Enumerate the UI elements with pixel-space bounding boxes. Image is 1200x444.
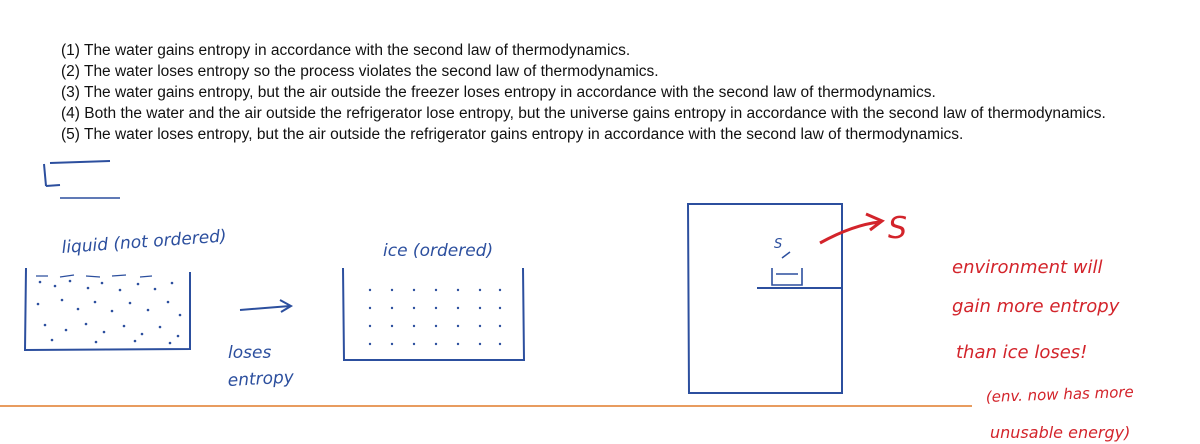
big-s-label: S <box>888 211 908 246</box>
liquid-label: liquid (not ordered) <box>60 226 228 258</box>
note-unusable-energy: unusable energy) <box>990 423 1131 442</box>
answer-option-5: (5) The water loses entropy, but the air outside the refrigerator gains entropy in accordance with the second law of thermodynamics. <box>61 126 964 143</box>
small-s-arrow <box>782 252 790 258</box>
note-env-now-has-more: (env. now has more <box>985 382 1135 406</box>
entropy-out-arrow <box>820 214 882 243</box>
entropy-label: entropy <box>227 367 295 391</box>
freezer-box <box>688 204 842 393</box>
ice-lattice-dots <box>369 289 501 345</box>
answer-5-selection-box <box>44 161 110 186</box>
answer-option-2: (2) The water loses entropy so the process violates the second law of thermodynamics. <box>61 63 659 80</box>
answer-option-3: (3) The water gains entropy, but the air outside the freezer loses entropy in accordance with the second law of thermodynamics. <box>61 84 936 101</box>
answer-option-4: (4) Both the water and the air outside the refrigerator lose entropy, but the universe gains entropy in accordance with the second law of thermodynamics. <box>61 105 1106 122</box>
small-container <box>772 268 802 285</box>
liquid-particles <box>37 280 182 345</box>
loses-label: loses <box>228 343 272 363</box>
answer-option-1: (1) The water gains entropy in accordance with the second law of thermodynamics. <box>61 42 631 59</box>
small-s-label: S <box>774 237 783 252</box>
liquid-surface-dashes <box>36 275 152 277</box>
ice-label: ice (ordered) <box>383 241 494 261</box>
liquid-container <box>25 268 190 350</box>
note-than-ice-loses: than ice loses! <box>956 342 1088 363</box>
ice-container <box>343 268 524 360</box>
transition-arrow <box>240 300 291 312</box>
note-environment-will: environment will <box>952 257 1103 278</box>
note-gain-more-entropy: gain more entropy <box>952 296 1120 317</box>
